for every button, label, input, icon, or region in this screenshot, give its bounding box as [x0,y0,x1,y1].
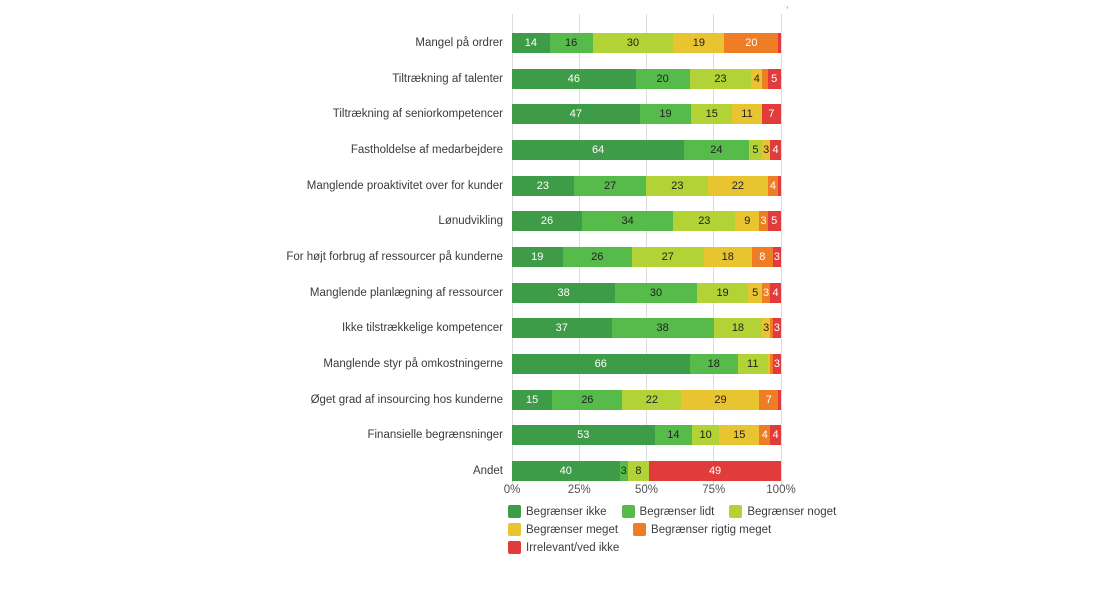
bar-segment [512,33,550,53]
bar-segment [655,425,693,445]
segment-value: 34 [621,215,634,228]
legend-swatch [622,505,635,518]
x-axis-tick: 25% [567,484,591,496]
legend-swatch [508,505,521,518]
x-axis-tick: 50% [634,484,659,496]
segment-value: 26 [581,393,594,406]
segment-value: 4 [761,429,768,442]
legend-label: Irrelevant/ved ikke [526,541,620,554]
segment-value: 19 [692,36,706,49]
segment-value: 20 [745,36,758,49]
legend-swatch [508,541,521,554]
segment-value: 20 [656,72,669,85]
segment-value: 15 [526,393,539,406]
chart-row [0,132,1100,168]
segment-value: 11 [747,358,759,371]
segment-value: 27 [661,250,674,263]
bar-segment [768,69,781,89]
category-label: Tiltrækning af seniorkompetencer [332,108,503,121]
bar-segment [773,318,781,338]
bar-segment [751,69,762,89]
segment-value: 5 [771,72,778,85]
bar-segment [708,176,767,196]
stacked-bar [512,104,781,124]
legend-item [508,523,618,536]
chart-row [0,96,1100,132]
bar-segment [512,176,574,196]
stacked-bar [512,318,781,338]
legend-swatch [633,523,646,536]
segment-value: 19 [531,250,544,263]
bar-segment [640,104,692,124]
bar-segment [752,247,773,267]
segment-value: 26 [591,250,604,263]
segment-value: 27 [604,179,617,192]
bar-segment [646,176,708,196]
segment-value: 22 [731,179,745,192]
bar-segment [512,425,655,445]
bar-segment [759,425,770,445]
category-label: Andet [472,465,503,478]
legend-label: Begrænser lidt [639,505,715,518]
legend-swatch [508,523,521,536]
stacked-bar [512,283,781,303]
bar-segment [632,247,704,267]
segment-value: 22 [645,393,658,406]
x-axis-tick: 75% [702,484,726,496]
segment-value: 3 [763,143,770,156]
bar-segment [512,318,612,338]
corner-decoration-mark: ’ [786,5,789,17]
bar-segment [620,461,628,481]
category-label: Ikke tilstrækkelige kompetencer [341,322,503,335]
segment-value: 3 [763,322,770,335]
bar-segment [748,283,762,303]
legend-label: Begrænser noget [747,505,837,518]
segment-value: 14 [524,36,537,49]
legend-item [729,505,836,518]
stacked-bar [512,461,781,481]
segment-value: 38 [656,322,669,335]
bar-segment [692,425,719,445]
segment-value: 19 [659,108,672,121]
bar-segment [762,318,770,338]
bar-segment [762,283,770,303]
segment-value: 49 [708,465,722,478]
bar-segment [628,461,650,481]
category-label: For højt forbrug af ressourcer på kunderne [286,250,503,263]
bar-segment [714,318,762,338]
bar-segment [690,354,738,374]
segment-value: 15 [733,429,746,442]
segment-value: 14 [667,429,680,442]
segment-value: 5 [752,286,759,299]
bar-segment [612,318,714,338]
segment-value: 38 [557,286,570,299]
bar-segment [768,211,781,231]
bar-segment [649,461,781,481]
segment-value: 23 [698,215,711,228]
bar-segment [773,247,781,267]
category-label: Manglende proaktivitet over for kunder [306,179,503,192]
bar-segment [673,211,735,231]
segment-value: 11 [741,108,753,121]
segment-value: 24 [710,143,723,156]
bar-segment [512,354,690,374]
bar-segment [762,104,781,124]
segment-value: 26 [540,215,554,228]
segment-value: 7 [765,393,772,406]
segment-value: 4 [772,286,779,299]
bar-segment [691,104,732,124]
segment-value: 18 [707,358,720,371]
bar-segment [681,390,759,410]
legend-row [508,541,836,554]
bar-segment [615,283,697,303]
bar-segment [563,247,632,267]
chart-row [0,418,1100,454]
segment-value: 3 [762,286,770,299]
bar-segment [732,104,762,124]
bar-segment [636,69,690,89]
category-label: Lønudvikling [438,215,503,228]
segment-value: 47 [569,108,582,121]
segment-value: 3 [773,358,780,371]
segment-value: 8 [635,465,642,478]
bar-segment [552,390,622,410]
legend-row [508,523,836,536]
bar-segment [512,140,684,160]
legend-item [633,523,771,536]
segment-value: 16 [565,36,578,49]
segment-value: 7 [768,108,775,121]
segment-value: 19 [716,286,729,299]
category-label: Finansielle begrænsninger [367,429,503,442]
legend-item [508,541,619,554]
bar-segment [778,176,781,196]
segment-value: 18 [721,250,734,263]
bar-segment [512,247,563,267]
chart-row [0,311,1100,347]
bar-segment [550,33,593,53]
segment-value: 30 [626,36,640,49]
stacked-bar [512,247,781,267]
segment-value: 23 [671,179,684,192]
segment-value: 18 [731,322,745,335]
bar-segment [512,211,582,231]
segment-value: 53 [577,429,590,442]
x-axis-tick: 100% [766,484,796,496]
legend-swatch [729,505,742,518]
chart-row [0,275,1100,311]
chart-legend [508,505,836,559]
bar-segment [759,211,767,231]
bar-segment [512,104,640,124]
category-label: Manglende styr på omkostningerne [323,358,503,371]
bar-segment [778,390,781,410]
bar-segment [512,69,636,89]
chart-row [0,346,1100,382]
stacked-bar [512,33,781,53]
bar-segment [684,140,749,160]
bar-segment [512,390,552,410]
segment-value: 4 [772,429,779,442]
segment-value: 40 [559,465,572,478]
segment-value: 64 [591,143,605,156]
bar-segment [593,33,674,53]
segment-value: 8 [759,250,766,263]
segment-value: 29 [714,393,727,406]
bar-segment [778,33,781,53]
bar-segment [770,283,781,303]
stacked-bar [512,390,781,410]
stacked-bar [512,69,781,89]
category-label: Øget grad af insourcing hos kunderne [310,393,503,406]
bar-segment [704,247,752,267]
chart-row [0,239,1100,275]
bar-segment [690,69,752,89]
segment-value: 23 [714,72,727,85]
stacked-bar [512,211,781,231]
bar-segment [749,140,762,160]
chart-row [0,25,1100,61]
segment-value: 46 [567,72,580,85]
bar-segment [622,390,681,410]
stacked-bar [512,140,781,160]
legend-label: Begrænser ikke [526,505,607,518]
legend-label: Begrænser rigtig meget [651,523,772,536]
segment-value: 3 [773,322,780,335]
stacked-bar [512,354,781,374]
segment-value: 4 [769,179,776,192]
bar-segment [773,354,781,374]
bar-segment [768,176,779,196]
bar-segment [762,140,770,160]
bar-segment [724,33,778,53]
bar-segment [770,425,781,445]
bar-segment [770,140,781,160]
bar-segment [512,461,620,481]
segment-value: 5 [752,143,759,156]
bar-segment [719,425,759,445]
chart-row [0,61,1100,97]
bar-segment [574,176,647,196]
x-axis-tick: 0% [503,484,521,496]
chart-row [0,382,1100,418]
category-label: Manglende planlægning af ressourcer [309,286,503,299]
stacked-bar [512,425,781,445]
legend-row [508,505,836,518]
segment-value: 4 [772,143,779,156]
bar-segment [512,283,615,303]
segment-value: 9 [744,215,751,228]
bar-segment [738,354,768,374]
legend-item [508,505,607,518]
bar-segment [759,390,778,410]
segment-value: 3 [620,465,627,478]
category-label: Mangel på ordrer [415,36,503,49]
bar-segment [673,33,724,53]
segment-value: 23 [536,179,550,192]
segment-value: 5 [771,215,778,228]
legend-item [622,505,715,518]
segment-value: 3 [760,215,767,228]
segment-value: 3 [773,250,781,263]
chart-row [0,203,1100,239]
stacked-bar [512,176,781,196]
chart-row [0,168,1100,204]
segment-value: 30 [649,286,663,299]
x-axis [503,484,796,500]
segment-value: 66 [594,358,607,371]
bar-segment [735,211,759,231]
segment-value: 15 [705,108,718,121]
category-label: Tiltrækning af talenter [392,72,503,85]
segment-value: 4 [753,72,760,85]
legend-label: Begrænser meget [526,523,619,536]
category-label: Fastholdelse af medarbejdere [350,143,503,156]
chart-rows [0,25,1100,489]
segment-value: 37 [555,322,568,335]
bar-segment [697,283,749,303]
segment-value: 10 [699,429,712,442]
bar-segment [582,211,673,231]
